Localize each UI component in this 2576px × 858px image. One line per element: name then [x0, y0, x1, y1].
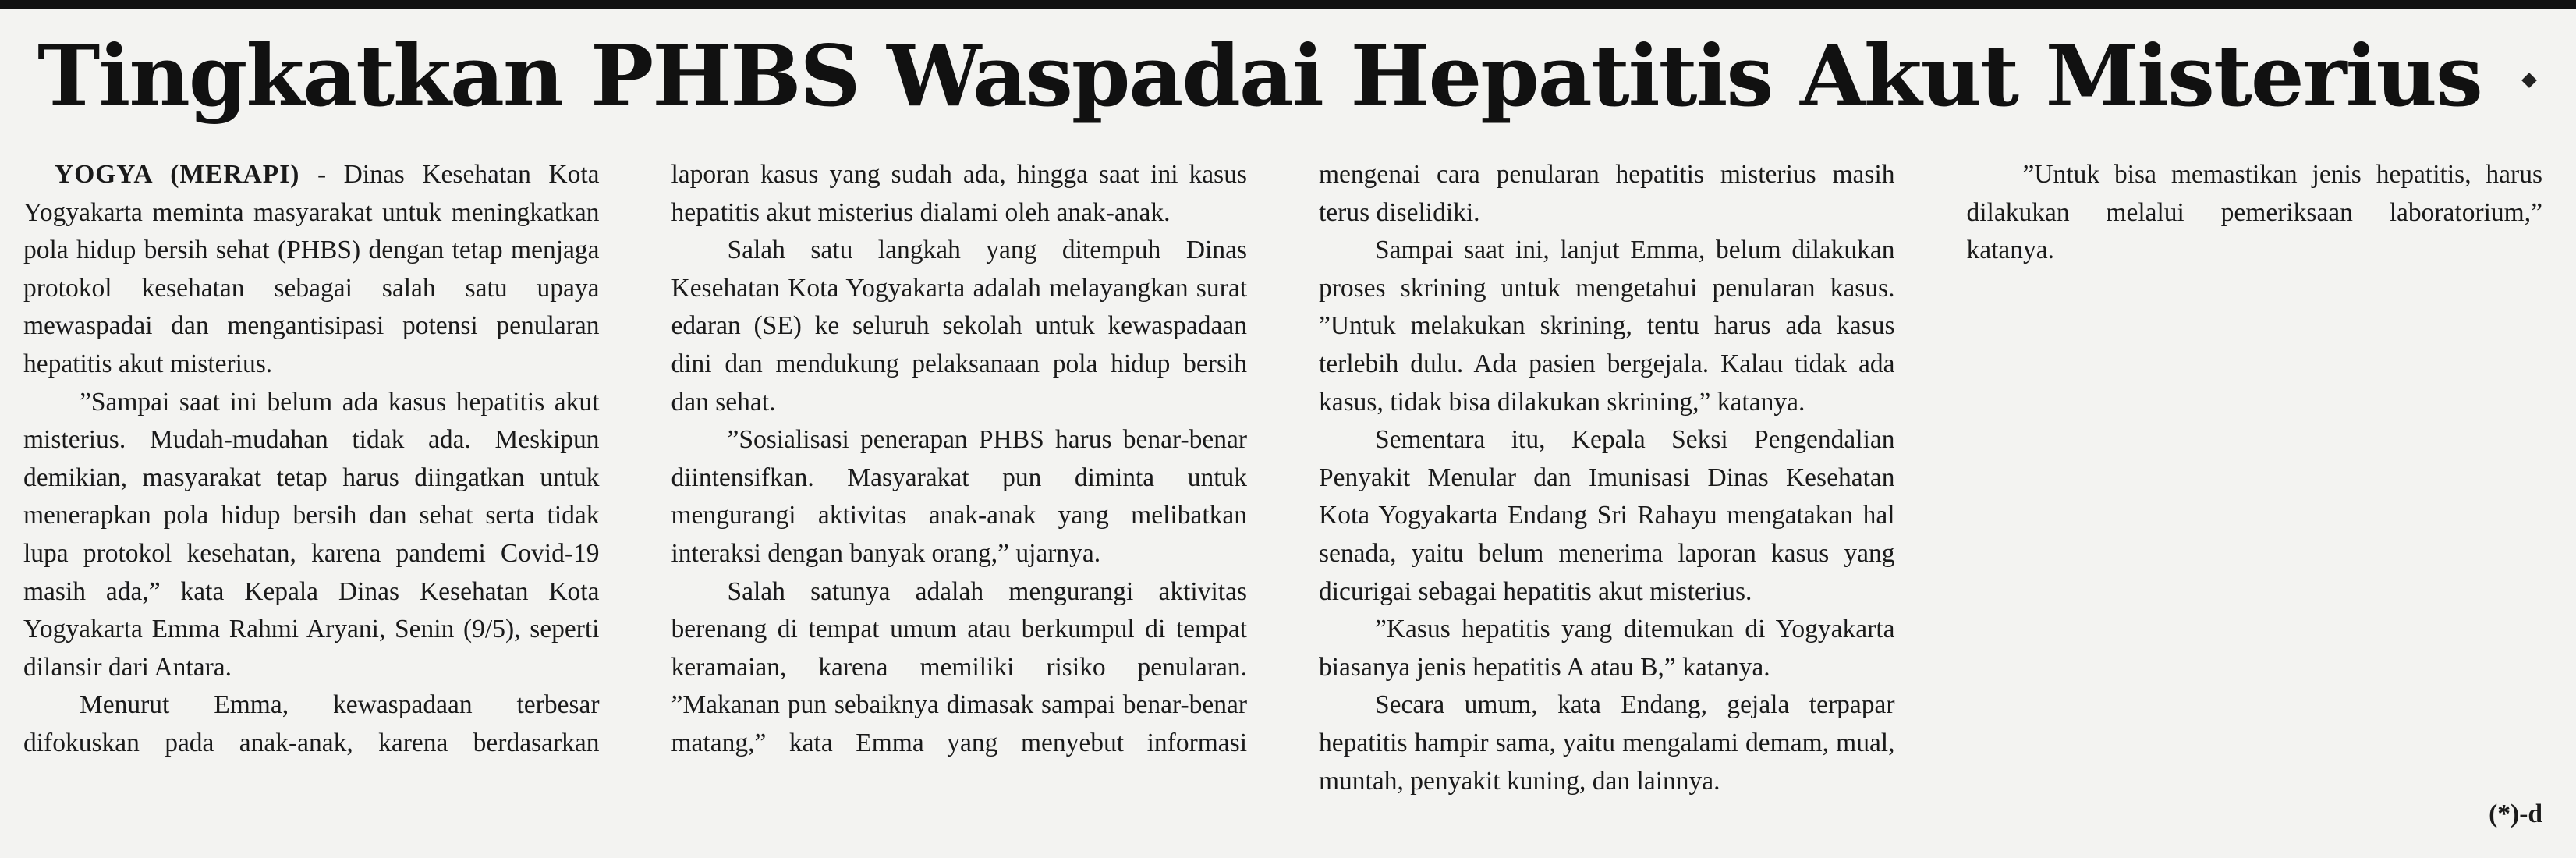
article-paragraph: Secara umum, kata Endang, gejala terpapar hepatitis hampir sama, yaitu mengalami demam, mual, muntah, penyakit kuning, dan lainnya.	[1319, 690, 1895, 796]
headline: Tingkatkan PHBS Waspadai Hepatitis Akut Misterius	[37, 27, 2482, 126]
article-paragraph: ”Sampai saat ini belum ada kasus hepatitis akut misterius. Mudah-mudahan tidak ada. Meskipun demikian, masyarakat tetap harus diingatkan untuk menerapkan pola hidup bersih dan sehat serta tidak lupa protokol kesehatan, karena pandemi Covid-19 masih ada,” kata Kepala Dinas Kesehatan Kota Yogyakarta Emma Rahmi Aryani, Senin (9/5), seperti dilansir dari Antara.	[23, 387, 600, 682]
top-rule	[0, 0, 2576, 9]
lead-paragraph	[23, 156, 600, 384]
article-body	[23, 156, 2542, 835]
article-paragraph: ”Kasus hepatitis yang ditemukan di Yogyakarta biasanya jenis hepatitis A atau B,” katanya.	[1319, 615, 1895, 682]
article-paragraph: ”Untuk bisa memastikan jenis hepatitis, harus dilakukan melalui pemeriksaan laboratorium,” katanya.	[1966, 160, 2542, 265]
lead-text: - Dinas Kesehatan Kota Yogyakarta meminta masyarakat untuk meningkatkan pola hidup bersih sehat (PHBS) dengan tetap menjaga protokol kesehatan sebagai salah satu upaya mewaspadai dan mengantisipasi potensi penularan hepatitis akut misterius.	[23, 160, 600, 378]
article-paragraph: Sementara itu, Kepala Seksi Pengendalian Penyakit Menular dan Imunisasi Dinas Kesehatan Kota Yogyakarta Endang Sri Rahayu mengatakan hal senada, yaitu belum menerima laporan kasus yang dicurigai sebagai hepatitis akut misterius.	[1319, 425, 1895, 606]
signoff: (*)-d	[2489, 800, 2542, 828]
dateline: YOGYA (MERAPI)	[55, 160, 300, 189]
article-paragraph: Menurut Emma, kewaspadaan terbesar difokuskan pada anak-anak, karena berdasarkan laporan kasus yang sudah ada, hingga saat ini kasus hepatitis akut misterius dialami oleh anak-anak.	[23, 160, 1247, 757]
article-paragraph: Sampai saat ini, lanjut Emma, belum dilakukan proses skrining untuk mengetahui penularan kasus. ”Untuk melakukan skrining, tentu harus ada kasus terlebih dulu. Ada pasien bergejala. Kalau tidak ada kasus, tidak bisa dilakukan skrining,” katanya.	[1319, 236, 1895, 417]
article-paragraph: Salah satunya adalah mengurangi aktivitas berenang di tempat umum atau berkumpul di tempat keramaian, karena memiliki risiko penularan. ”Makanan pun sebaiknya dimasak sampai benar-benar matang,” kata Emma yang menyebut informasi mengenai cara penularan hepatitis misterius masih terus diselidiki.	[671, 160, 1895, 757]
article-paragraph: ”Sosialisasi penerapan PHBS harus benar-benar diintensifkan. Masyarakat pun diminta untuk mengurangi aktivitas anak-anak yang melibatkan interaksi dengan banyak orang,” ujarnya.	[671, 425, 1247, 568]
article-paragraph: Salah satu langkah yang ditempuh Dinas Kesehatan Kota Yogyakarta adalah melayangkan surat edaran (SE) ke seluruh sekolah untuk kewaspadaan dini dan mendukung pelaksanaan pola hidup bersih dan sehat.	[671, 236, 1247, 417]
